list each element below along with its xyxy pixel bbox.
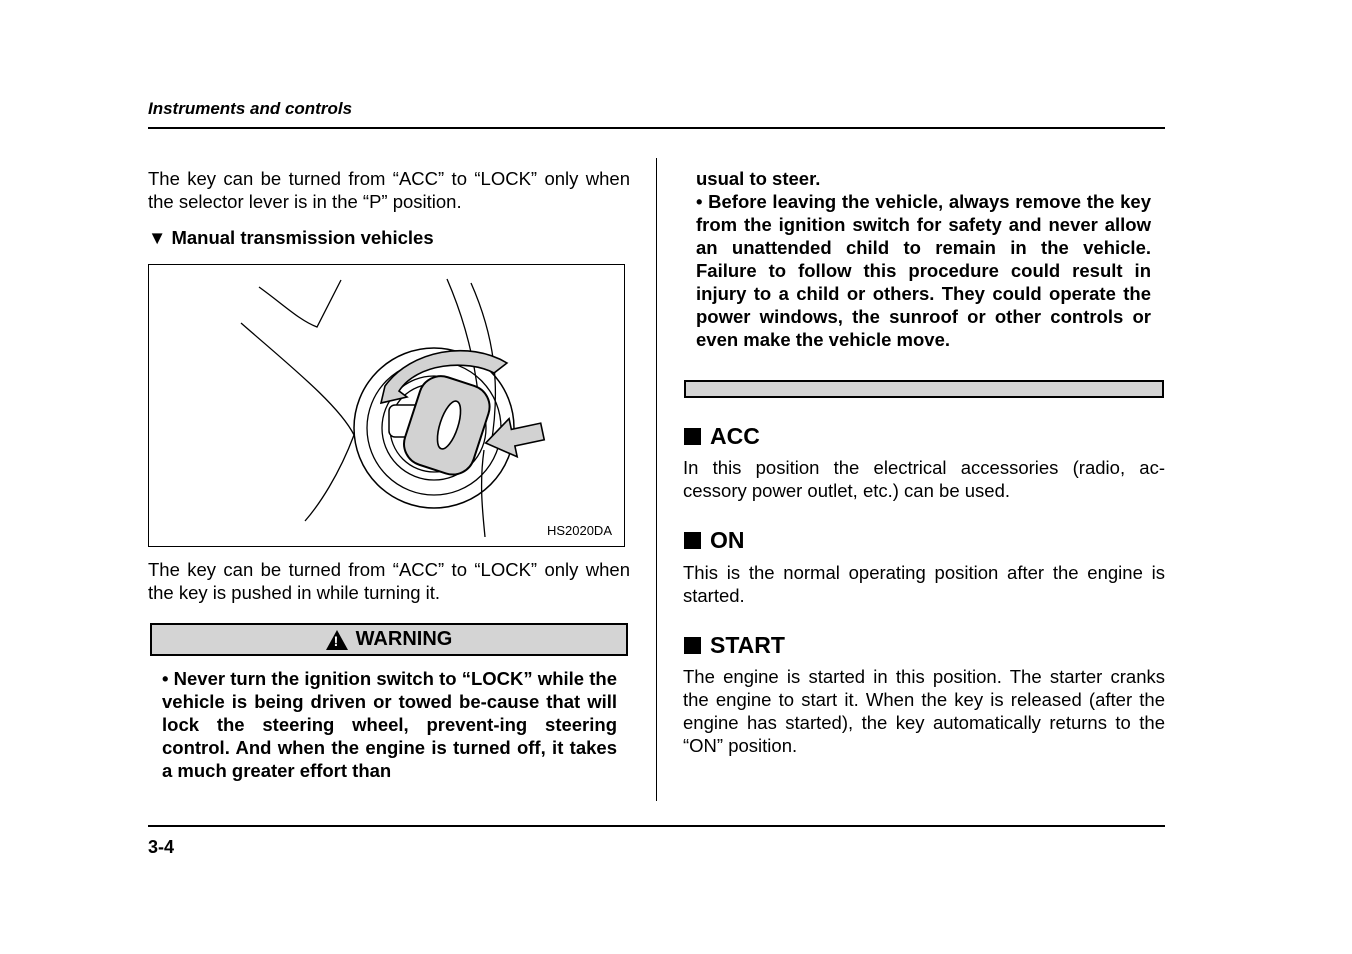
square-bullet-icon xyxy=(684,532,701,549)
page-number: 3-4 xyxy=(148,837,175,857)
running-header: Instruments and controls xyxy=(148,99,353,118)
paragraph-key-pushed: The key can be turned from “ACC” to “LOCK” only when the key is pushed in while turning it. xyxy=(148,559,630,603)
section-title-start xyxy=(684,632,785,659)
warning-text-steering: • Never turn the ignition switch to “LOCK” while the vehicle is being driven or towed be-cause that will lock the steering wheel, prevent-ing steering control. And when the engine is turned off, it takes a much greater effort than xyxy=(162,668,617,781)
section-title-acc-label: ACC xyxy=(710,423,760,449)
section-body-start: The engine is started in this position. The starter cranks the engine to start it. When the key is released (after the engine has started), the key automatically returns to the “ON” position. xyxy=(683,666,1165,756)
warning-text-leaving-vehicle: • Before leaving the vehicle, always remove the key from the ignition switch for safety and never allow an unattended child to remain in the vehicle. Failure to follow this procedure could result in injury to a child or others. They could operate the power windows, the sunroof or other controls or even make the vehicle move. xyxy=(696,191,1151,350)
header-rule xyxy=(148,127,1165,129)
square-bullet-icon xyxy=(684,637,701,654)
warning-banner xyxy=(150,623,628,656)
paragraph-selector-lever: The key can be turned from “ACC” to “LOCK” only when the selector lever is in the “P” position. xyxy=(148,168,630,212)
column-divider xyxy=(656,158,657,801)
warning-end-bar xyxy=(684,380,1164,398)
section-title-on-label: ON xyxy=(710,527,745,553)
section-body-acc: In this position the electrical accessories (radio, ac-cessory power outlet, etc.) can be used. xyxy=(683,457,1165,501)
section-title-start-label: START xyxy=(710,632,785,658)
section-title-acc xyxy=(684,423,760,450)
section-title-on xyxy=(684,527,745,554)
warning-icon: ! xyxy=(326,630,348,650)
section-body-on: This is the normal operating position after the engine is started. xyxy=(683,562,1165,606)
ignition-illustration xyxy=(149,265,624,546)
warning-label: WARNING xyxy=(355,628,453,650)
subheading-manual-transmission: ▼ Manual transmission vehicles xyxy=(148,227,434,248)
footer-rule xyxy=(148,825,1165,827)
figure-code: HS2020DA xyxy=(546,523,612,538)
square-bullet-icon xyxy=(684,428,701,445)
warning-text-continued: usual to steer. xyxy=(696,168,821,189)
ignition-key-figure xyxy=(148,264,625,547)
